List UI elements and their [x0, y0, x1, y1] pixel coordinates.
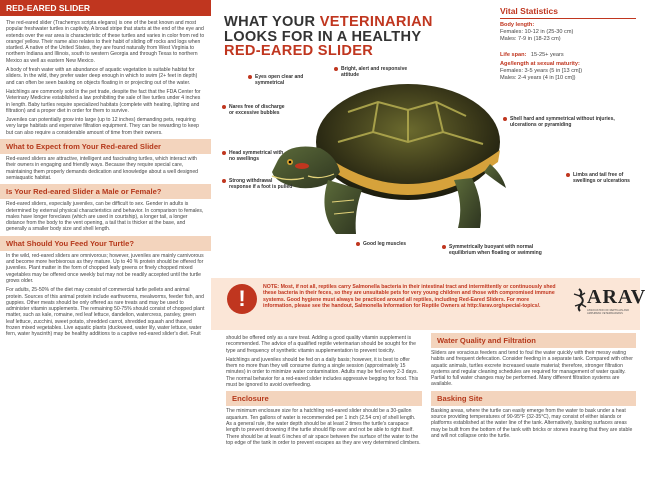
enclosure-paragraph: The minimum enclosure size for a hatchling red-eared slider should be a 30-gallon aquarium. Ten gallons of water is recommended per 1 inch (2.54 cm) of shell length. As a general rule, the water depth should be at least 2 times the turtle's carapace length to prevent drowning if the turtle should flip over and not be able to right itself. There should be at least 6 inches of air space between the surface of the water to the top edge of the tank in order to prevent escapes as they are very determined climbers. — [226, 408, 421, 446]
callout-shell: Shell hard and symmetrical without injuries, ulcerations or pyramiding — [503, 116, 632, 128]
maturity-females: Females: 3-5 years (5 in [13 cm]) — [500, 68, 583, 74]
callout-buoyant: Symmetrically buoyant with normal equilibrium when floating or swimming — [442, 244, 553, 256]
callout-head: Head symmetrical with no swellings — [222, 150, 285, 162]
sex-paragraph: Red-eared sliders, especially juveniles, can be difficult to sex. Gender in adults is determined by external physical characteristics and behavior. In comparison to females, males have longer foreclaws (which are used in courtship), a longer tail, a longer distance from the body to the vent opening, a tail that is thicker at the base, and generally a smaller body size and shell length. — [6, 201, 204, 233]
title-accent: VETERINARIAN — [319, 14, 433, 30]
heading-male-or-female: Is Your Red-eared Slider a Male or Female? — [0, 184, 211, 199]
maturity-males: Males: 2-4 years (4 in [10 cm]) — [500, 75, 576, 81]
intro-paragraph: Juveniles can potentially grow into large (up to 12 inches) demanding pets, requiring very large habitats and expensive filtration equipment. They can be rewarding to keep but can also require a considerable amount of time from their owners. — [6, 117, 200, 136]
divider — [500, 18, 636, 19]
callout-dot — [503, 117, 507, 121]
warning-icon: ! — [227, 284, 257, 314]
intro-paragraph: The red-eared slider (Trachemys scripta elegans) is one of the best known and most popular freshwater turtles in captivity. A broad stripe that starts at the end of the eye and extends over the ear area is characteristic of these turtles and varies in color from red to orange/ yellow. Their name also relates to their habit of sliding off rocks and logs when startled. A native of the United States, they are found naturally from West Virginia to northern Indiana and Illinois, south to western Georgia and through Texas to northern Mexico as well as eastern New Mexico. — [6, 20, 205, 64]
callout-dot — [222, 105, 226, 109]
lizard-icon — [571, 288, 587, 312]
callout-bright: Bright, alert and responsive attitude — [334, 66, 413, 78]
callout-withdrawal: Strong withdrawal response if a foot is pulled — [222, 178, 295, 190]
heading-what-to-expect: What to Expect from Your Red-eared Slider — [0, 139, 211, 154]
vital-statistics-heading: Vital Statistics — [500, 6, 558, 16]
callout-dot — [222, 179, 226, 183]
callout-dot — [248, 75, 252, 79]
arav-wordmark: ARAV — [587, 286, 646, 308]
note-text: NOTE: Most, if not all, reptiles carry Salmonella bacteria in their intestinal tract and intermittently or continuously shed these bacteria in their feces, so they are unsuitable pets for very young children and those with compromised immune systems. Good hygiene must always be practiced around all reptiles, including Red-Eared Sliders. For more information, please see the handout, Salmonella Information for Reptile Owners at http://arav.org/special-topics/. — [263, 284, 556, 310]
intro-paragraph: Hatchlings are commonly sold in the pet trade, despite the fact that the FDA Center for Veterinary Medicine established a law prohibiting the sale of live turtles under 4 inches in length. Baby turtles require specialized habitats (complete with heating, lighting and filtration) and a proper diet in order for them to survive. — [6, 88, 201, 114]
callout-dot — [222, 151, 226, 155]
salmonella-note — [211, 278, 646, 330]
callout-dot — [566, 173, 570, 177]
body-length-females: Females: 10-12 in (25-30 cm) — [500, 29, 574, 35]
title-line-2: LOOKS FOR IN A HEALTHY — [224, 28, 422, 45]
feed-paragraph: In the wild, red-eared sliders are omnivorous; however, juveniles are mainly carnivorous and become more herbivorous as they mature. Up to 40 % protein should be offered for juveniles. Plant matter in the form of chopped leafy greens or finely chopped mixed vegetables may be offered once weekly but may not be readily accepted until the turtle grows older. — [6, 252, 204, 284]
vital-statistics — [500, 6, 636, 280]
life-span-label: Life span: — [500, 52, 527, 58]
arav-subtitle: ASSOCIATION OF REPTILIAN AND AMPHIBIAN VETERINARIANS — [587, 309, 630, 316]
expect-paragraph: Red-eared sliders are attractive, intelligent and fascinating turtles, which interact with their owners in engaging and friendly ways. Because they require special care, maintaining them properly demands dedication and knowledge about a well designed semiaquatic habitat. — [6, 156, 198, 181]
callout-nares: Nares free of discharge or excessive bubbles — [222, 104, 285, 116]
body-length-males: Males: 7-9 in (18-23 cm) — [500, 36, 561, 42]
basking-paragraph: Basking areas, where the turtle can easily emerge from the water to bask under a heat source providing temperatures of 90-95°F (32-35°C), may consist of either islands or platforms established at the water line of the tank. Alternatively, basking surfaces areas may be built from the bottom of the tank with bricks or stones insuring that they are stable and will not collapse onto the turtle. — [431, 407, 633, 439]
sexual-maturity-label: Age/length at sexual maturity: — [500, 61, 580, 67]
callout-eyes: Eyes open clear and symmetrical — [248, 74, 327, 86]
heading-feeding: What Should You Feed Your Turtle? — [0, 236, 211, 251]
turtle-image — [258, 72, 508, 257]
life-span-value: 15-25+ years — [530, 52, 564, 58]
title-line-1: WHAT YOUR — [224, 14, 320, 30]
fruit-paragraph: should be offered only as a rare treat. Adding a good quality vitamin supplement is recommended. The advice of a qualified reptile veterinarian should be sought for the type and frequency of synthetic vitamin supplementation to prevent toxicity. — [226, 335, 416, 354]
heading-water-quality: Water Quality and Filtration — [431, 333, 636, 348]
callout-limbs: Limbs and tail free of swellings or ulcerations — [566, 172, 635, 184]
callout-dot — [356, 242, 360, 246]
intro-paragraph: A body of fresh water with an abundance of aquatic vegetation is suitable habitat for sliders. In the wild, they prefer water deep enough in which to swim (2+ feet in depth) and can often be seen basking on objects floating in or projecting out of the water. — [6, 67, 198, 86]
feed-paragraph: For adults, 25-50% of the diet may consist of commercial turtle pellets and animal protein. Sources of this animal protein include earthworms, mealworms, feeder fish, and guppies. Other meats should be only offered as rare treats and may be used to administer vitamin supplements. The remaining 50-75% should consist of chopped plant matter, such as kale, romaine, red leaf lettuce, dandelion, watercress, parsley, green leaf lettuce, zucchini, sweet potato, shredded carrot, shredded squash and thawed frozen mixed vegetables. Live aquatic plants (duckweed, water lily, water lettuce, water fern, water hyacinth) may be healthy additions to a captive red-eared slider's diet. Fruit — [6, 287, 205, 338]
hatchling-paragraph: Hatchlings and juveniles should be fed on a daily basis; however, it is best to offer them no more than they will consume during a single session (approximately 15 minutes) in order to minimize water contamination. Adults may be fed every 2-3 days. The normal behavior for a red-eared slider includes aggressive begging for food. This must be ignored to avoid overfeeding. — [226, 356, 419, 389]
arav-logo — [571, 286, 646, 316]
callout-legs: Good leg muscles — [356, 241, 423, 247]
body-length-label: Body length: — [500, 22, 535, 28]
water-paragraph: Sliders are voracious feeders and tend to foul the water quickly with their messy eating habits and frequent defecation. Consider feeding in a separate tank. Compared with other aquatic animals, turtles excrete increased waste material; therefore, stronger filtration systems and regular cleaning schedules are required for management of water quality. Partial to full water changes may be performed. Many different filtration systems are available. — [431, 350, 633, 388]
right-column — [431, 333, 636, 442]
title-line-3: RED-EARED SLIDER — [224, 43, 374, 59]
heading-basking-site: Basking Site — [431, 391, 636, 406]
callout-dot — [334, 67, 338, 71]
page-title — [224, 15, 474, 59]
callout-dot — [442, 245, 446, 249]
middle-column — [226, 333, 422, 449]
heading-enclosure: Enclosure — [226, 391, 422, 406]
left-column — [0, 0, 211, 495]
section-header-red-eared-slider: RED-EARED SLIDER — [0, 0, 211, 16]
